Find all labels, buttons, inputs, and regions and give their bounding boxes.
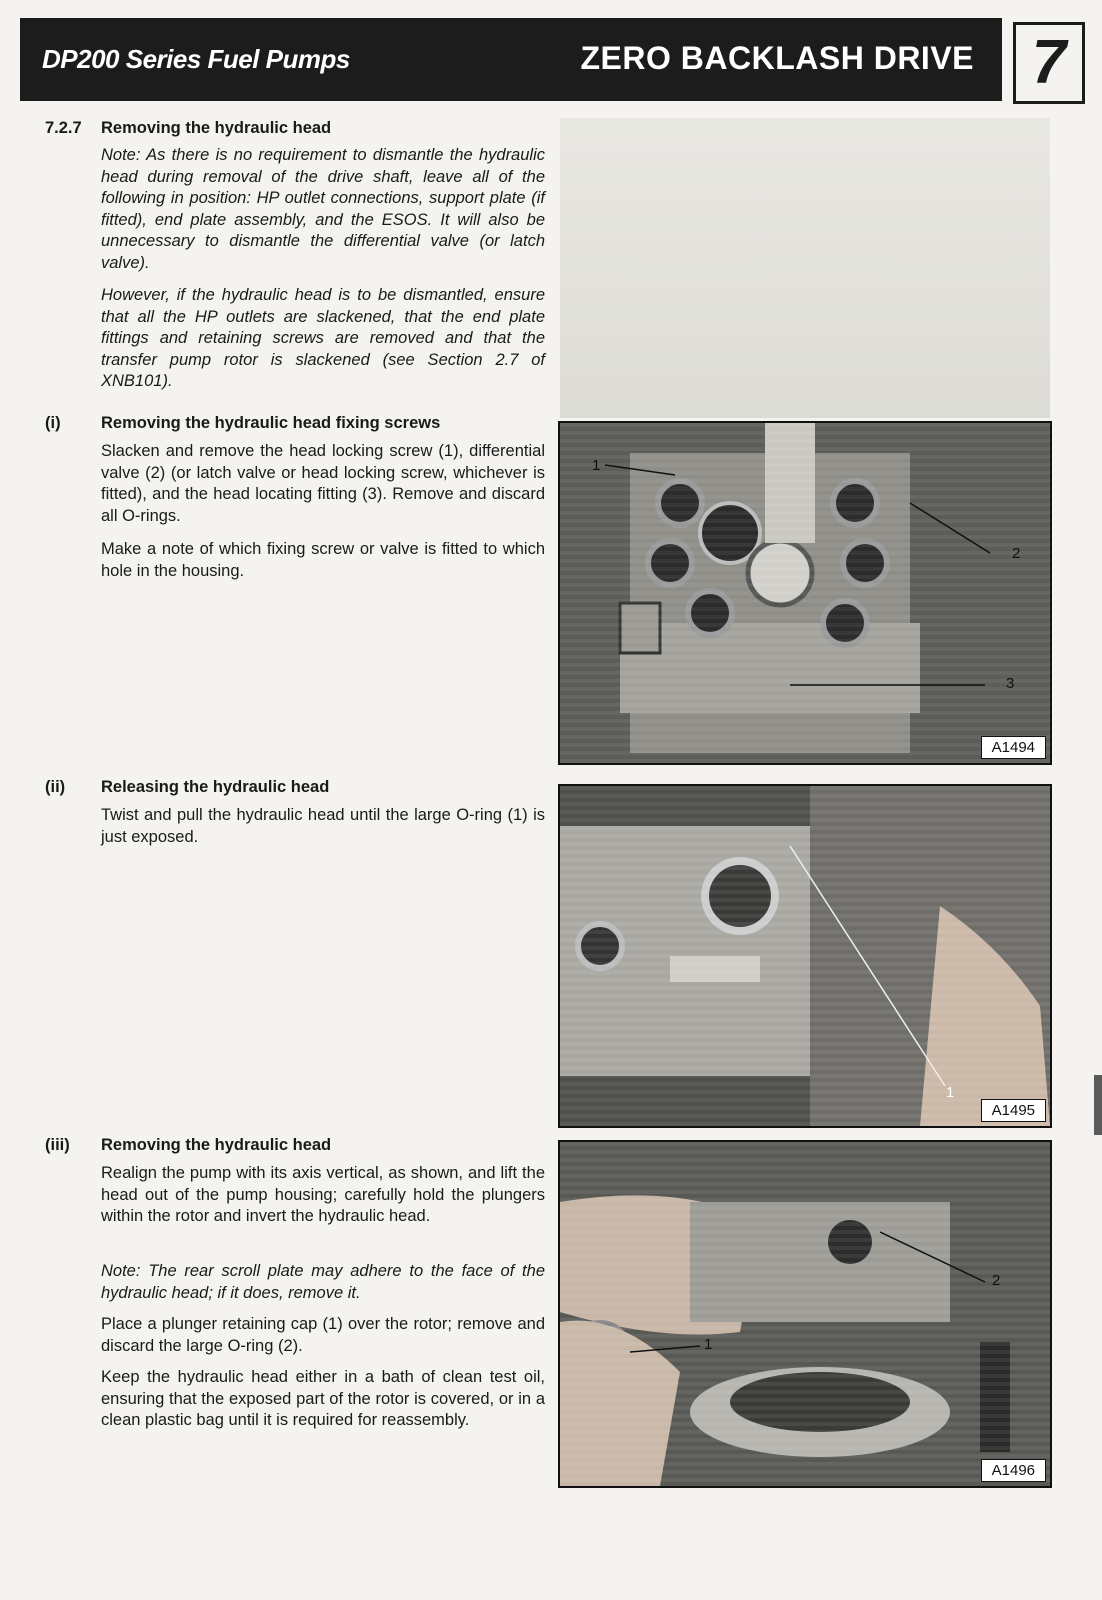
series-title: DP200 Series Fuel Pumps (42, 44, 350, 74)
callout-label: 2 (1012, 545, 1021, 562)
step-numeral: (i) (45, 414, 61, 432)
step-title: Removing the hydraulic head fixing screws (101, 414, 441, 432)
pump-head-photo (560, 423, 1050, 763)
figure-photo (558, 1140, 1052, 1488)
callout-label: 3 (1006, 675, 1015, 692)
step-note: Note: The rear scroll plate may adhere to the face of the hydraulic head; if it does, remove it. (101, 1262, 545, 1302)
step-paragraph: Slacken and remove the head locking screw (1), differential valve (2) (or latch valve or head locking screw, whichever is fitted), and the head locating fitting (3). Remove and discard all O-rings. (101, 442, 545, 525)
chapter-number: 7 (1013, 22, 1085, 104)
step-paragraph: Make a note of which fixing screw or valve is fitted to which hole in the housing. (101, 540, 545, 580)
figure-label: A1494 (981, 736, 1046, 759)
callout-label: 1 (946, 1084, 955, 1101)
step-paragraph: Keep the hydraulic head either in a bath of clean test oil, ensuring that the exposed part of the rotor is covered, or in a clean plastic bag until it is required for reassembly. (101, 1368, 545, 1429)
ghost-background (560, 118, 1050, 418)
section-number: 7.2.7 (45, 119, 82, 137)
chapter-title: ZERO BACKLASH DRIVE (580, 40, 974, 76)
figure-photo (558, 421, 1052, 765)
pump-housing-photo (560, 786, 1050, 1126)
callout-label: 2 (992, 1272, 1001, 1289)
page-edge-tab (1094, 1075, 1102, 1135)
section-note-2: However, if the hydraulic head is to be dismantled, ensure that all the HP outlets are slackened, that the end plate fittings and retaining screws are removed and that the transfer pump rotor is slackened (see Section 2.7 of XNB101). (101, 286, 545, 390)
step-paragraph: Twist and pull the hydraulic head until the large O-ring (1) is just exposed. (101, 806, 545, 846)
step-paragraph: Place a plunger retaining cap (1) over the rotor; remove and discard the large O-ring (2). (101, 1315, 545, 1355)
step-numeral: (iii) (45, 1136, 70, 1154)
figure-label: A1496 (981, 1459, 1046, 1482)
callout-label: 1 (592, 457, 601, 474)
step-title: Removing the hydraulic head (101, 1136, 332, 1154)
callout-label: 1 (704, 1336, 713, 1353)
figure-photo (558, 784, 1052, 1128)
section-note: Note: As there is no requirement to dismantle the hydraulic head during removal of the drive shaft, leave all of the following in position: HP outlet connections, support plate (if fitted), end plate assembly, and the ESOS. It will also be unnecessary to dismantle the differential valve (or latch valve). (101, 146, 545, 272)
step-numeral: (ii) (45, 778, 66, 796)
hydraulic-head-photo (560, 1142, 1050, 1486)
figure-label: A1495 (981, 1099, 1046, 1122)
step-title: Releasing the hydraulic head (101, 778, 330, 796)
step-paragraph: Realign the pump with its axis vertical, as shown, and lift the head out of the pump housing; carefully hold the plungers within the rotor and invert the hydraulic head. (101, 1164, 545, 1225)
header-bar (20, 18, 1002, 101)
section-title: Removing the hydraulic head (101, 119, 332, 137)
